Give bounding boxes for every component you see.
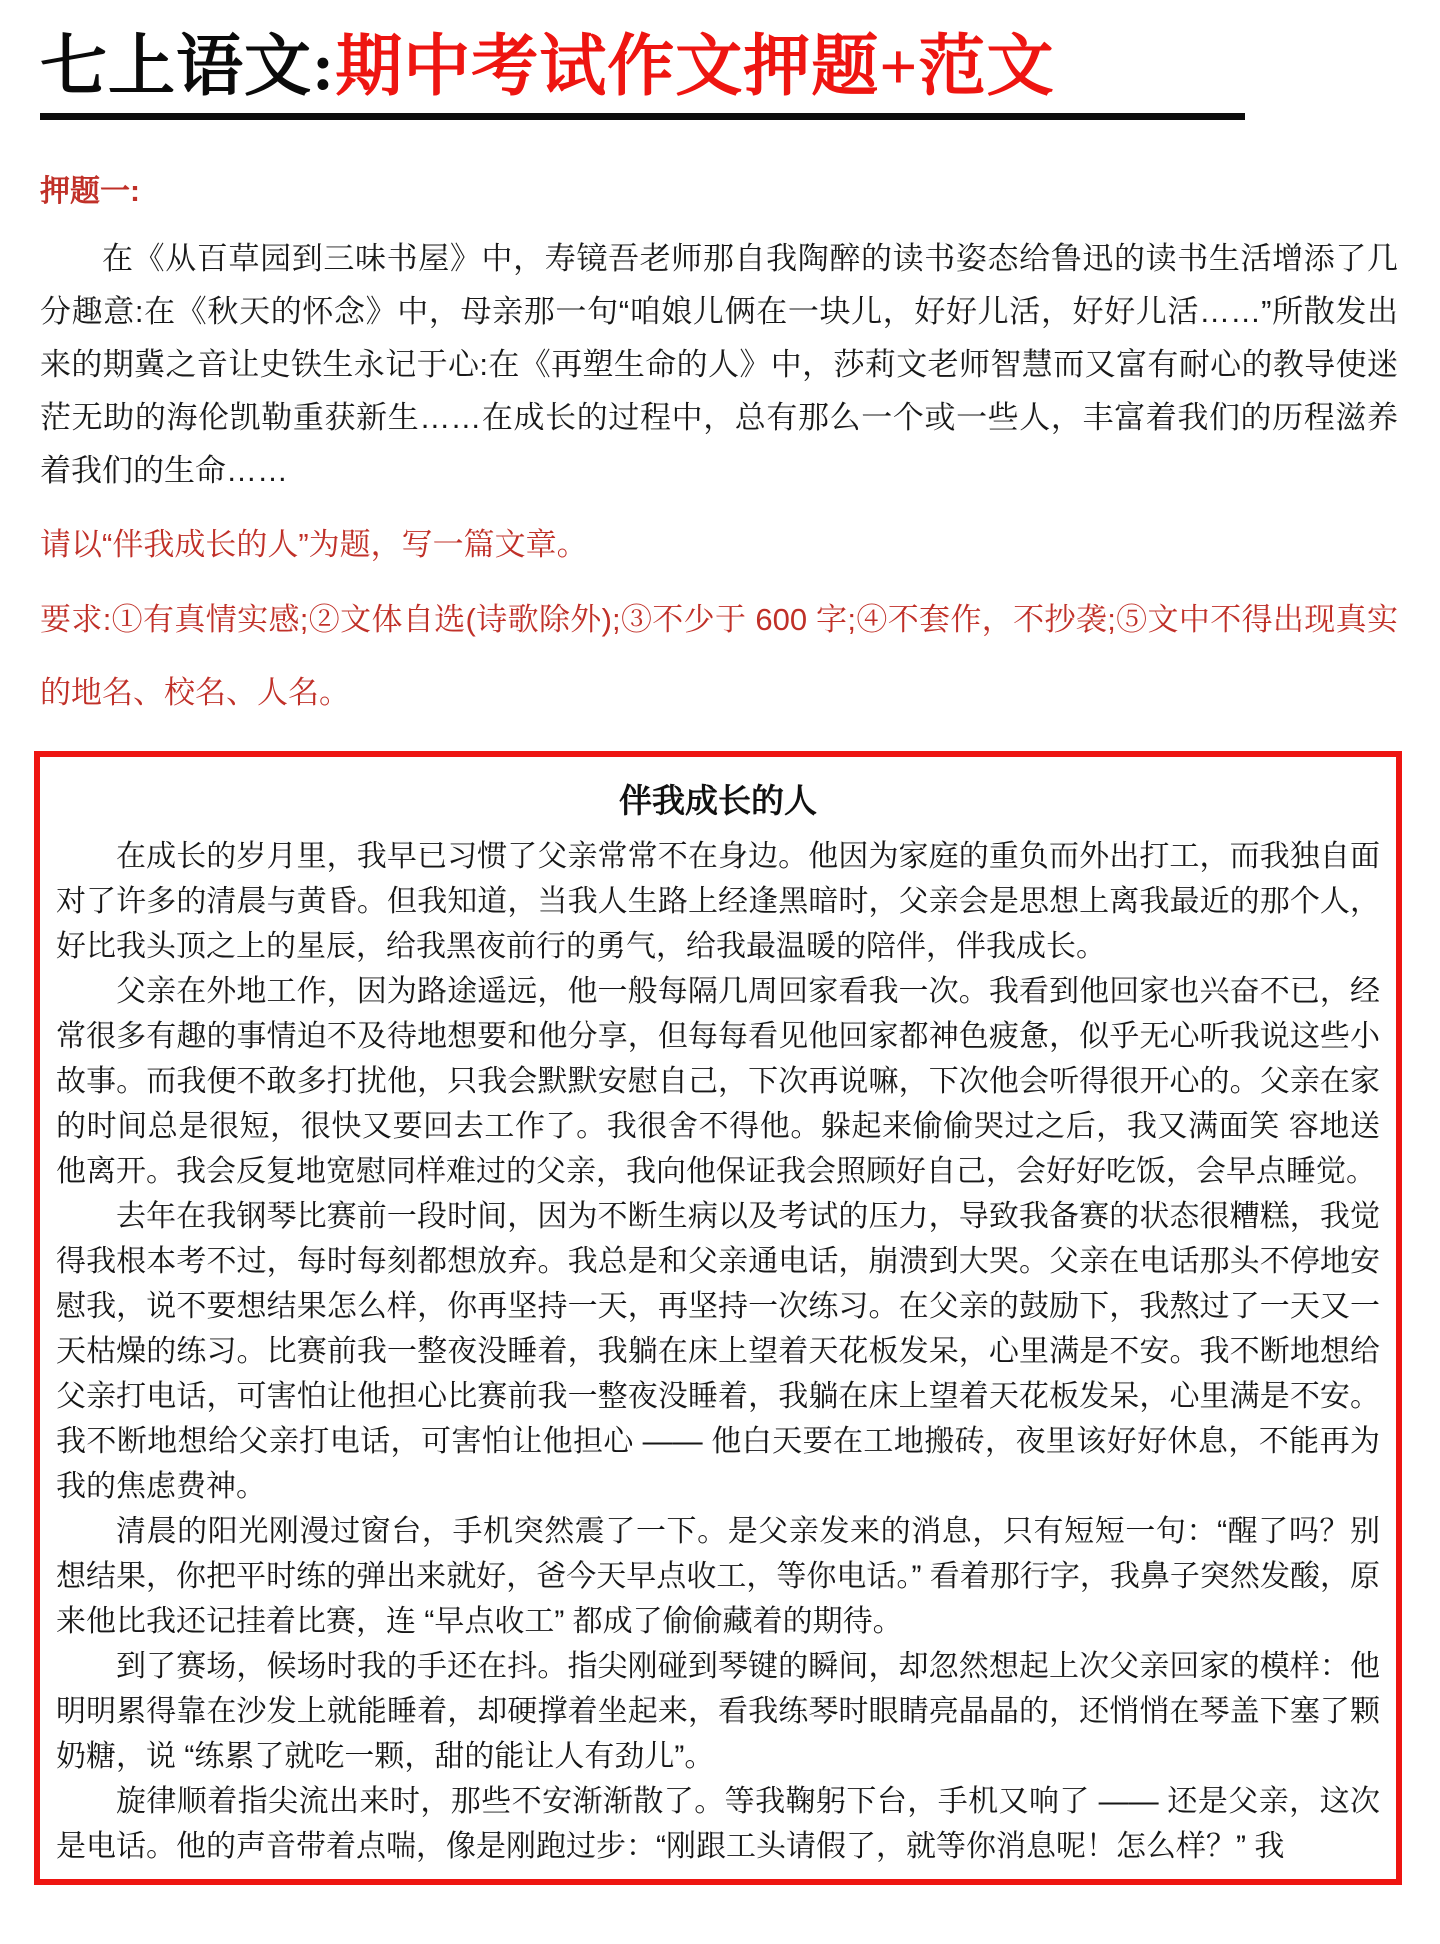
essay-paragraph: 在成长的岁月里，我早已习惯了父亲常常不在身边。他因为家庭的重负而外出打工，而我独自面对了许多的清晨与黄昏。但我知道，当我人生路上经逢黑暗时，父亲会是思想上离我最近的那个人，好比我头顶之上的星辰，给我黑夜前行的勇气，给我最温暖的陪伴，伴我成长。 (56, 840, 1380, 964)
essay-body (56, 834, 1380, 1869)
requirements-line: 要求:①有真情实感;②文体自选(诗歌除外);③不少于 600 字;④不套作，不抄袭;⑤文中不得出现真实的地名、校名、人名。 (40, 602, 1398, 711)
essay-paragraph: 到了赛场，候场时我的手还在抖。指尖刚碰到琴键的瞬间，却忽然想起上次父亲回家的模样：他明明累得靠在沙发上就能睡着，却硬撑着坐起来，看我练琴时眼睛亮晶晶的，还悄悄在琴盖下塞了颗奶糖，说 “练累了就吃一颗，甜的能让人有劲儿”。 (56, 1650, 1380, 1774)
essay-title: 伴我成长的人 (619, 782, 817, 820)
task-instruction-line: 请以“伴我成长的人”为题，写一篇文章。 (40, 527, 588, 563)
essay-paragraph: 父亲在外地工作，因为路途遥远，他一般每隔几周回家看我一次。我看到他回家也兴奋不已，经常很多有趣的事情迫不及待地想要和他分享，但每每看见他回家都神色疲惫，似乎无心听我说这些小故事。而我便不敢多打扰他，只我会默默安慰自己，下次再说嘛，下次他会听得很开心的。父亲在家的时间总是很短，很快又要回去工作了。我很舍不得他。躲起来偷偷哭过之后，我又满面笑 容地送他离开。我会反复地宽慰同样难过的父亲，我向他保证我会照顾好自己，会好好吃饭，会早点睡觉。 (56, 975, 1380, 1189)
prompt-one-label: 押题一: (40, 175, 140, 209)
intro-paragraph: 在《从百草园到三味书屋》中，寿镜吾老师那自我陶醉的读书姿态给鲁迅的读书生活增添了几分趣意:在《秋天的怀念》中，母亲那一句“咱娘儿俩在一块儿，好好儿活，好好儿活……”所散发出来的期冀之音让史铁生永记于心:在《再塑生命的人》中，莎莉文老师智慧而又富有耐心的教导使迷茫无助的海伦凯勒重获新生……在成长的过程中，总有那么一个或一些人，丰富着我们的历程滋养着我们的生命…… (40, 241, 1398, 489)
page-title (40, 24, 1400, 111)
title-underline-rule (40, 113, 1245, 120)
essay-paragraph: 清晨的阳光刚漫过窗台，手机突然震了一下。是父亲发来的消息，只有短短一句：“醒了吗？别想结果，你把平时练的弹出来就好，爸今天早点收工，等你电话。” 看着那行字，我鼻子突然发酸，原来他比我还记挂着比赛，连 “早点收工” 都成了偷偷藏着的期待。 (56, 1515, 1380, 1639)
page-title-red-part: 期中考试作文押题+范文 (335, 30, 1055, 104)
page-title-black-part: 七上语文: (40, 30, 336, 104)
essay-paragraph: 去年在我钢琴比赛前一段时间，因为不断生病以及考试的压力，导致我备赛的状态很糟糕，我觉得我根本考不过，每时每刻都想放弃。我总是和父亲通电话，崩溃到大哭。父亲在电话那头不停地安慰我，说不要想结果怎么样，你再坚持一天，再坚持一次练习。在父亲的鼓励下，我熬过了一天又一天枯燥的练习。比赛前我一整夜没睡着，我躺在床上望着天花板发呆，心里满是不安。我不断地想给父亲打电话，可害怕让他担心比赛前我一整夜没睡着，我躺在床上望着天花板发呆，心里满是不安。我不断地想给父亲打电话，可害怕让他担心 —— 他白天要在工地搬砖，夜里该好好休息，不能再为我的焦虑费神。 (56, 1200, 1380, 1504)
document-page (0, 24, 1440, 1944)
essay-paragraph: 旋律顺着指尖流出来时，那些不安渐渐散了。等我鞠躬下台，手机又响了 —— 还是父亲，这次是电话。他的声音带着点喘，像是刚跑过步：“刚跟工头请假了，就等你消息呢！怎么样？” 我 (56, 1785, 1380, 1864)
sample-essay-box (34, 751, 1402, 1885)
